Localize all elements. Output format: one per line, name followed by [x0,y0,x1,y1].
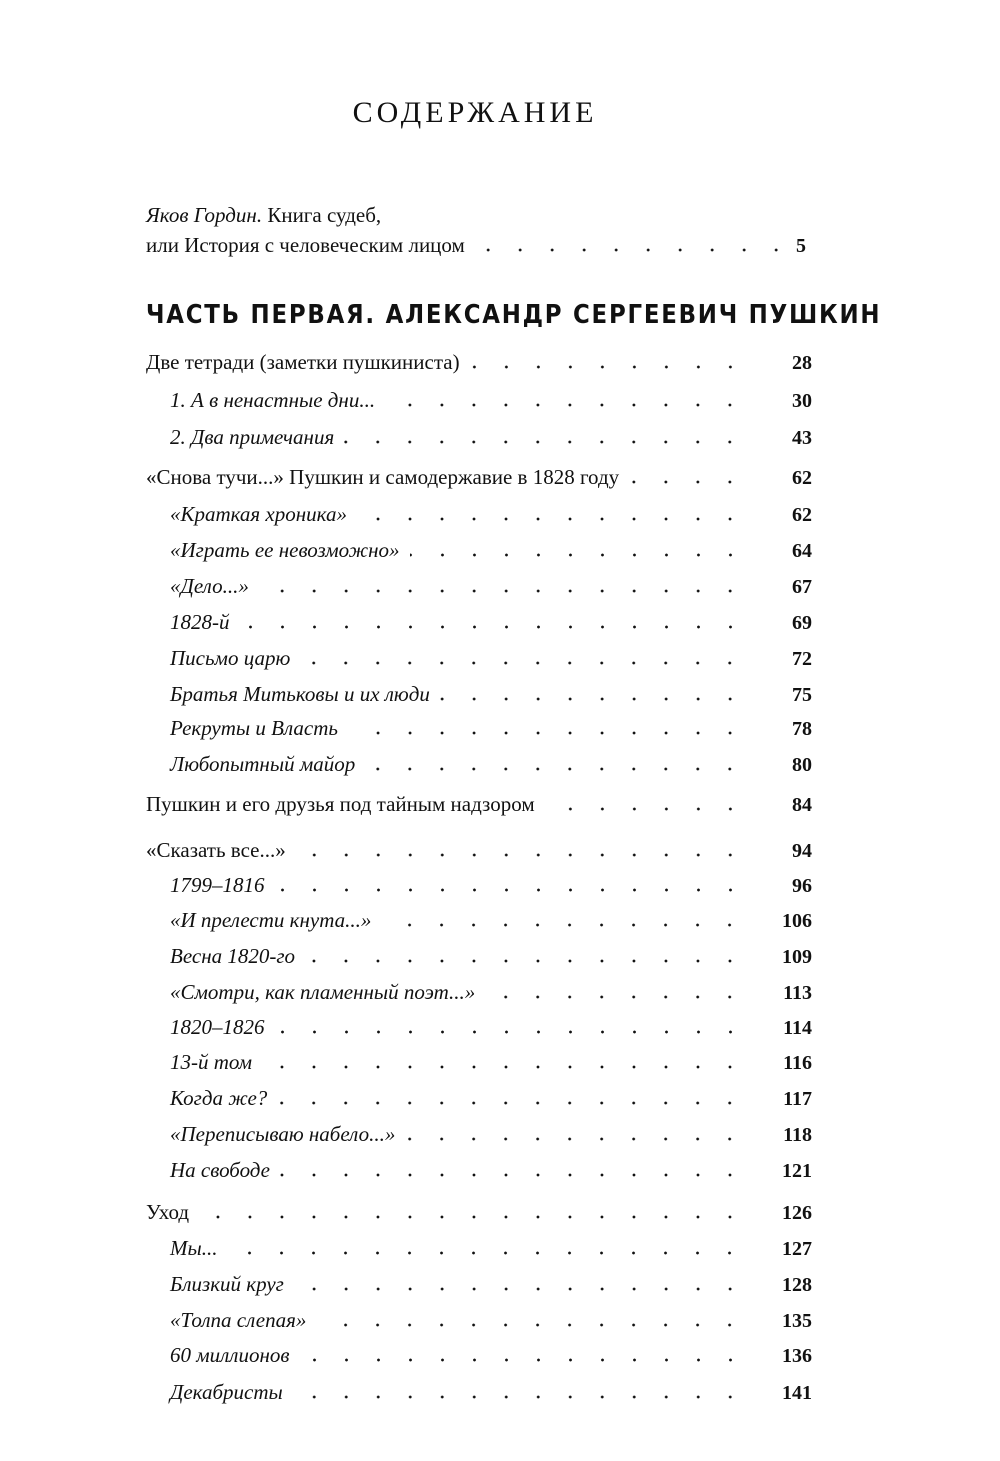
toc-entry-label: «Смотри, как пламенный поэт...» [170,980,476,1004]
toc-page-number: 80 [792,754,812,776]
dot-leader [294,1287,746,1291]
page-title: СОДЕРЖАНИЕ [352,96,598,129]
toc-page-number: 62 [792,467,812,489]
dot-leader [300,661,746,665]
preface-author: Яков Гордин. [146,203,263,227]
toc-entry-label: На свободе [170,1158,271,1182]
toc-page-number: 84 [792,794,812,816]
toc-entry-dve-tetradi[interactable] [0,350,1000,380]
toc-page-number: 106 [782,910,812,932]
preface-line-2 [146,230,806,261]
dot-leader [470,365,746,369]
dot-leader [280,1173,746,1177]
toc-page-number: 141 [782,1382,812,1404]
toc-page-number: 43 [792,427,812,449]
toc-entry-label: «Играть ее невозможно» [170,538,400,562]
toc-page-number: 30 [792,390,812,412]
toc-entry-60-millionov[interactable] [0,1343,1000,1373]
toc-page-number: 78 [792,718,812,740]
part-heading: ЧАСТЬ ПЕРВАЯ. АЛЕКСАНДР СЕРГЕЕВИЧ ПУШКИН [146,300,882,330]
toc-entry-label: «Толпа слепая» [170,1308,307,1332]
dot-leader [440,697,746,701]
toc-page-number: 64 [792,540,812,562]
toc-entry-label: «И прелести кнута...» [170,908,372,932]
toc-page-number: 72 [792,648,812,670]
dot-leader [275,888,747,892]
toc-entry-pismo-caryu[interactable] [0,646,1000,676]
toc-entry-kratkaya-hronika[interactable] [0,502,1000,532]
toc-entry-1820-1826[interactable] [0,1015,1000,1045]
dot-leader [259,589,746,593]
toc-entry-label: «Сказать все...» [146,838,286,862]
toc-entry-na-svobode[interactable] [0,1158,1000,1188]
toc-page-number: 62 [792,504,812,526]
toc-entry-kogda-zhe[interactable] [0,1086,1000,1116]
toc-entry-label: Любопытный майор [170,752,356,776]
dot-leader [199,1215,746,1219]
toc-page-number: 113 [783,982,812,1004]
toc-entry-blizkij-krug[interactable] [0,1272,1000,1302]
toc-page-number: 117 [783,1088,812,1110]
dot-leader [262,1065,746,1069]
dot-leader [485,995,746,999]
toc-page-number: 28 [792,352,812,374]
toc-entry-label: Письмо царю [170,646,291,670]
toc-entry-label: «Снова тучи...» Пушкин и самодержавие в 1828 году [146,465,620,489]
toc-page-number: 126 [782,1202,812,1224]
toc-page-number: 67 [792,576,812,598]
dot-leader [275,1030,747,1034]
dot-leader [344,440,746,444]
toc-entry-dva-primechaniya[interactable] [0,425,1000,455]
toc-entry-igrat-ee-nevozmozhno[interactable] [0,538,1000,568]
toc-page-number: 114 [783,1017,812,1039]
dot-leader [385,403,746,407]
toc-entry-snova-tuchi[interactable] [0,465,1000,495]
dot-leader [475,248,792,252]
toc-entry-label: Братья Митьковы и их люди [170,682,430,706]
dot-leader [300,1358,747,1362]
preface-line-1 [146,200,806,230]
toc-entry-i-prelesti-knuta[interactable] [0,908,1000,938]
dot-leader [227,1251,746,1255]
toc-entry-perepisyvayu-nabelo[interactable] [0,1122,1000,1152]
toc-entry-1828[interactable] [0,610,1000,640]
toc-page-number: 69 [792,612,812,634]
toc-page-number: 136 [782,1345,812,1367]
dot-leader [410,553,746,557]
dot-leader [357,517,746,521]
toc-entry-my[interactable] [0,1236,1000,1266]
toc-entry-label: Две тетради (заметки пушкиниста) [146,350,460,374]
toc-page-number: 75 [792,684,812,706]
toc-entry-label: Декабристы [170,1380,283,1404]
toc-entry-smotri-kak-plamennyj-poet[interactable] [0,980,1000,1010]
toc-entry-13-j-tom[interactable] [0,1050,1000,1080]
dot-leader [629,480,746,484]
toc-entry-pushkin-i-ego-druzya[interactable] [0,792,1000,822]
toc-page-number: 96 [792,875,812,897]
dot-leader [348,731,746,735]
toc-entry-tolpa-slepaya[interactable] [0,1308,1000,1338]
toc-page-number: 116 [783,1052,812,1074]
toc-entry-label: Весна 1820-го [170,944,296,968]
toc-page-number: 128 [782,1274,812,1296]
toc-page-number: 121 [782,1160,812,1182]
toc-entry-label: 60 миллионов [170,1343,290,1367]
toc-entry-label: «Краткая хроника» [170,502,347,526]
dot-leader [296,853,746,857]
toc-entry-label: «Дело...» [170,574,249,598]
toc-entry-label: Когда же? [170,1086,268,1110]
toc-entry-label: Близкий круг [170,1272,284,1296]
toc-entry-label: Уход [146,1200,190,1224]
toc-entry-a-v-nenastnye-dni[interactable] [0,388,1000,418]
dot-leader [305,959,746,963]
toc-entry-label: Рекруты и Власть [170,716,338,740]
toc-entry-delo[interactable] [0,574,1000,604]
toc-entry-label: 1. А в ненастные дни... [170,388,376,412]
toc-entry-rekruty-i-vlast[interactable] [0,716,1000,746]
dot-leader [405,1137,746,1141]
dot-leader [365,767,746,771]
toc-entry-dekabristy[interactable] [0,1380,1000,1410]
dot-leader [545,807,746,811]
toc-entry-uhod[interactable] [0,1200,1000,1230]
toc-entry-label: «Переписываю набело...» [170,1122,396,1146]
toc-entry-label: 2. Два примечания [170,425,335,449]
toc-entry-label: 1820–1826 [170,1015,265,1039]
toc-page-number: 109 [782,946,812,968]
preface-title-part-2: или История с человеческим лицом [146,233,465,257]
dot-leader [316,1323,746,1327]
toc-entry-label: 1828-й [170,610,230,634]
toc-entry-lyubopytnyj-major[interactable] [0,752,1000,782]
toc-entry-bratya-mitkovy[interactable] [0,682,1000,712]
toc-entry-label: Мы... [170,1236,218,1260]
toc-page-number: 135 [782,1310,812,1332]
toc-entry-1799-1816[interactable] [0,873,1000,903]
toc-page-number: 127 [782,1238,812,1260]
toc-entry-skazat-vse[interactable] [0,838,1000,868]
toc-page-number: 94 [792,840,812,862]
preface-title-part-1: Книга судеб, [267,203,382,227]
dot-leader [381,923,746,927]
dot-leader [293,1395,746,1399]
preface-entry[interactable] [146,200,806,261]
toc-entry-vesna-1820[interactable] [0,944,1000,974]
preface-page-number: 5 [796,235,806,257]
dot-leader [240,625,747,629]
toc-entry-label: 1799–1816 [170,873,265,897]
toc-page-number: 118 [783,1124,812,1146]
dot-leader [277,1101,746,1105]
toc-entry-label: 13-й том [170,1050,253,1074]
toc-entry-label: Пушкин и его друзья под тайным надзором [146,792,535,816]
